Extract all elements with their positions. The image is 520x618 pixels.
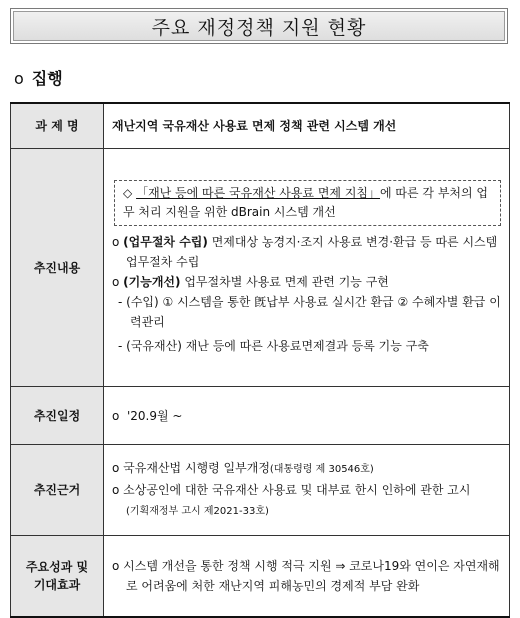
section-heading-text: 집행 (31, 69, 63, 88)
page-title (10, 8, 508, 44)
value-content (104, 149, 510, 387)
content-subitem: - (국유재산) 재난 등에 따른 사용료면제결과 등록 기능 구축 (118, 338, 429, 353)
basis-item (112, 458, 501, 480)
section-marker: o (14, 69, 24, 88)
basis-text: 국유재산법 시행령 일부개정 (123, 461, 270, 475)
basis-item (112, 480, 501, 522)
schedule-text: '20.9월 ~ (126, 408, 183, 423)
content-item (112, 272, 501, 292)
content-item (112, 232, 501, 272)
label-effect-line1: 주요성과 및 (25, 560, 89, 574)
value-effect (104, 536, 510, 618)
label-effect-line2: 기대효과 (33, 578, 81, 592)
basis-marker: o (112, 461, 120, 475)
label-schedule: 추진일정 (11, 387, 104, 445)
policy-table (10, 102, 510, 618)
item-bold: (업무절차 수립) (123, 234, 208, 249)
basis-small: (대통령령 제 30546호) (269, 464, 374, 475)
basis-marker: o (112, 483, 120, 497)
effect-item (112, 556, 501, 596)
basis-small: (기획재정부 고시 제2021-33호) (126, 506, 269, 517)
content-subitem: - (수입) ① 시스템을 통한 旣납부 사용료 실시간 환급 ② 수혜자별 환급 이력관리 (118, 294, 501, 329)
row-title (11, 103, 510, 149)
item-bold: (기능개선) (123, 274, 181, 289)
value-basis (104, 445, 510, 536)
content-summary-box (114, 180, 501, 226)
page-title-text: 주요 재정정책 지원 현황 (151, 16, 367, 39)
section-heading (14, 66, 63, 89)
row-effect (11, 536, 510, 618)
item-marker: o (112, 274, 120, 289)
label-basis: 추진근거 (11, 445, 104, 536)
effect-text: 시스템 개선을 통한 정책 시행 적극 지원 ⇒ 코로나19와 연이은 자연재해로 어려움에 처한 재난지역 피해농민의 경제적 부담 완화 (123, 559, 500, 593)
box-quote: 「재난 등에 따른 국유재산 사용료 면제 지침」 (136, 185, 381, 200)
label-content: 추진내용 (11, 149, 104, 387)
basis-text: 소상공인에 대한 국유재산 사용료 및 대부료 한시 인하에 관한 고시 (123, 483, 471, 497)
item-text: 면제대상 농경지·조지 사용료 변경·환급 등 따른 시스템 업무절차 수립 (126, 234, 498, 269)
row-basis (11, 445, 510, 536)
item-text: 업무절차별 사용료 면제 관련 기능 구현 (180, 274, 389, 289)
schedule-marker: o (112, 408, 120, 423)
item-marker: o (112, 234, 120, 249)
row-schedule (11, 387, 510, 445)
box-marker: ◇ (123, 185, 133, 200)
value-schedule (104, 387, 510, 445)
effect-marker: o (112, 559, 120, 573)
value-title: 재난지역 국유재산 사용료 면제 정책 관련 시스템 개선 (104, 103, 510, 149)
label-title: 과 제 명 (11, 103, 104, 149)
row-content (11, 149, 510, 387)
label-effect (11, 536, 104, 618)
box-rest: 에 따른 각 부처의 업무 처리 지원을 위한 dBrain 시스템 개선 (123, 185, 489, 219)
